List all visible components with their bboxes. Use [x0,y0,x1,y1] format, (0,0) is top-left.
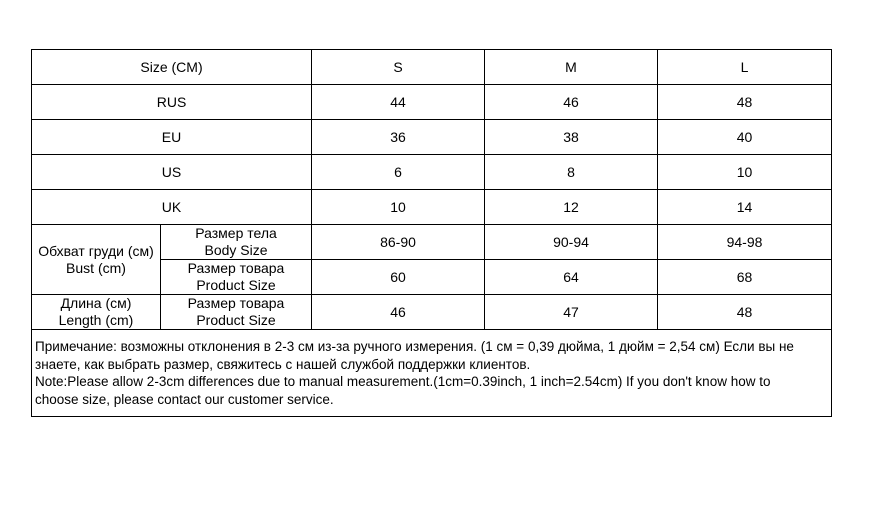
header-row [32,50,832,85]
row-label: US [32,155,312,190]
table-row-length [32,295,832,330]
header-size-m: M [485,50,658,85]
cell-value: 36 [312,120,485,155]
cell-value: 86-90 [312,225,485,260]
note-en-line2: choose size, please contact our customer service. [35,391,334,407]
cell-value: 10 [312,190,485,225]
bust-label-ru: Обхват груди (см) [38,242,154,259]
product-size-label-en: Product Size [196,312,276,328]
table-row-us [32,155,832,190]
cell-value: 14 [658,190,832,225]
cell-value: 44 [312,85,485,120]
row-label: UK [32,190,312,225]
cell-value: 68 [658,260,832,295]
row-label: EU [32,120,312,155]
note-cell [32,330,832,417]
length-label-en: Length (cm) [58,312,134,328]
cell-value: 38 [485,120,658,155]
bust-label-en: Bust (cm) [66,259,126,276]
note-ru-line1: Примечание: возможны отклонения в 2-3 см из-за ручного измерения. (1 см = 0,39 дюйма, 1 дюйм = 2,54 см) Если вы не [35,339,794,354]
cell-value: 8 [485,155,658,190]
body-size-label [161,225,312,260]
cell-value: 48 [658,85,832,120]
cell-value: 12 [485,190,658,225]
cell-value: 6 [312,155,485,190]
cell-value: 94-98 [658,225,832,260]
table-row-eu [32,120,832,155]
body-size-label-en: Body Size [204,242,268,258]
product-size-label-ru: Размер товара [187,260,285,276]
row-label: RUS [32,85,312,120]
header-size-s: S [312,50,485,85]
product-size-label-en: Product Size [196,277,276,293]
cell-value: 46 [485,85,658,120]
cell-value: 47 [485,295,658,330]
product-size-label [161,260,312,295]
note-ru-line2: знаете, как выбрать размер, свяжитесь с нашей службой поддержки клиентов. [35,356,531,372]
cell-value: 10 [658,155,832,190]
table-row-uk [32,190,832,225]
cell-value: 64 [485,260,658,295]
header-size-l: L [658,50,832,85]
size-chart-table [31,49,832,417]
length-label [32,295,161,330]
cell-value: 60 [312,260,485,295]
cell-value: 46 [312,295,485,330]
cell-value: 48 [658,295,832,330]
note-row [32,330,832,417]
body-size-label-ru: Размер тела [195,225,277,241]
header-size-label: Size (CM) [32,50,312,85]
note-en-line1: Note:Please allow 2-3cm differences due to manual measurement.(1cm=0.39inch, 1 inch=2.54cm) If you don't know how to [35,374,771,389]
table-row-rus [32,85,832,120]
product-size-label-ru: Размер товара [187,295,285,311]
table-row-bust-body [32,225,832,260]
cell-value: 90-94 [485,225,658,260]
cell-value: 40 [658,120,832,155]
bust-label [32,225,161,295]
product-size-label [161,295,312,330]
length-label-ru: Длина (см) [60,295,132,311]
